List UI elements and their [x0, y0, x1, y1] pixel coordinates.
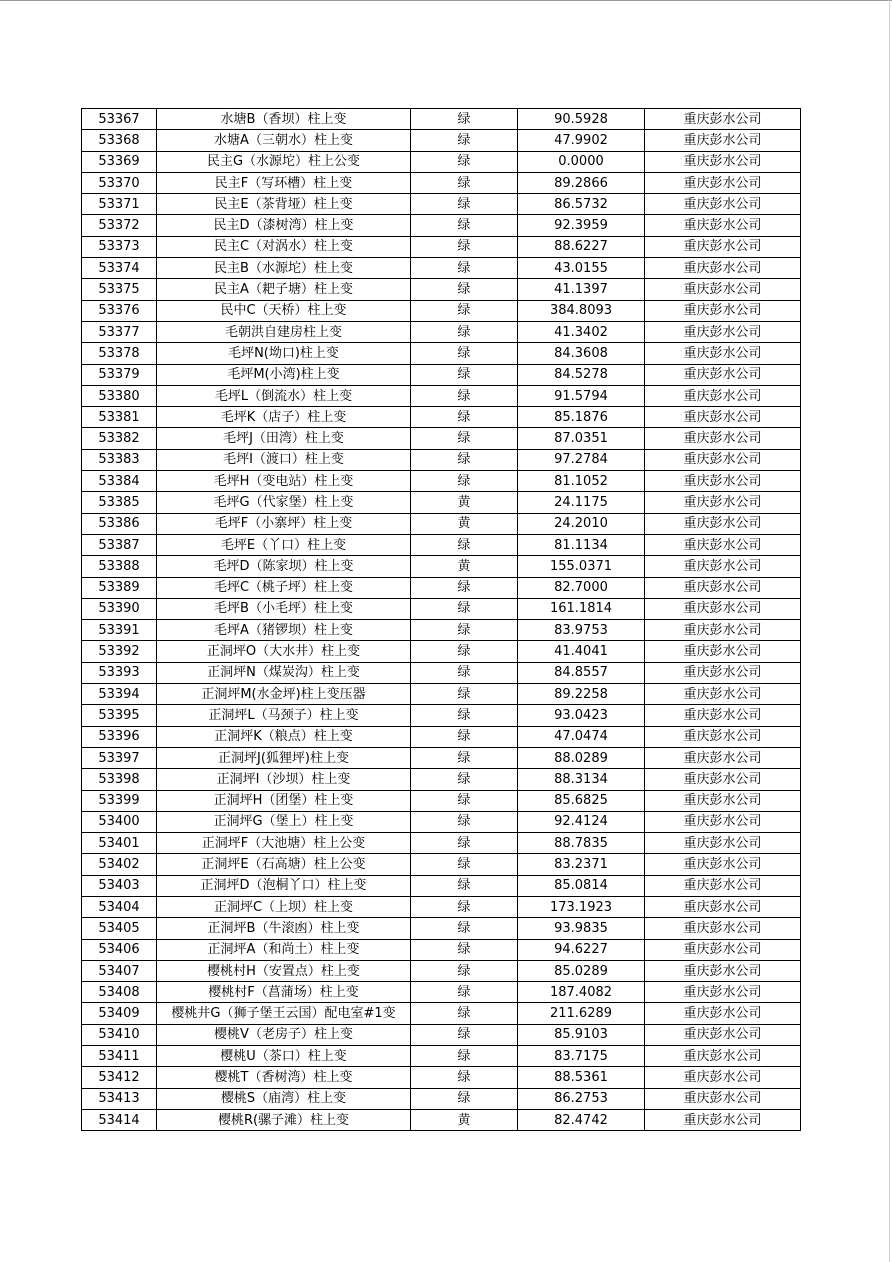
cell-id: 53372 — [82, 215, 157, 236]
cell-value: 86.2753 — [518, 1088, 645, 1109]
cell-name: 毛坪N(坳口)柱上变 — [157, 343, 411, 364]
cell-name: 民主C（对涡水）柱上变 — [157, 236, 411, 257]
cell-company: 重庆彭水公司 — [645, 513, 801, 534]
cell-company: 重庆彭水公司 — [645, 364, 801, 385]
cell-status: 绿 — [411, 662, 518, 683]
table-row — [82, 172, 801, 193]
table-row — [82, 960, 801, 981]
cell-id: 53383 — [82, 449, 157, 470]
cell-company: 重庆彭水公司 — [645, 684, 801, 705]
cell-id: 53413 — [82, 1088, 157, 1109]
cell-value: 43.0155 — [518, 258, 645, 279]
cell-company: 重庆彭水公司 — [645, 875, 801, 896]
cell-company: 重庆彭水公司 — [645, 1024, 801, 1045]
table-row — [82, 513, 801, 534]
cell-id: 53369 — [82, 151, 157, 172]
cell-name: 樱桃R(骡子滩）柱上变 — [157, 1109, 411, 1130]
table-row — [82, 918, 801, 939]
cell-status: 绿 — [411, 790, 518, 811]
cell-name: 民中C（天桥）柱上变 — [157, 300, 411, 321]
cell-id: 53393 — [82, 662, 157, 683]
cell-value: 173.1923 — [518, 896, 645, 917]
cell-name: 正洞坪L（马颈子）柱上变 — [157, 705, 411, 726]
cell-value: 24.1175 — [518, 492, 645, 513]
cell-status: 绿 — [411, 172, 518, 193]
cell-id: 53381 — [82, 407, 157, 428]
table-row — [82, 194, 801, 215]
cell-company: 重庆彭水公司 — [645, 343, 801, 364]
cell-name: 樱桃村F（菖蒲场）柱上变 — [157, 982, 411, 1003]
table-row — [82, 428, 801, 449]
cell-company: 重庆彭水公司 — [645, 726, 801, 747]
cell-company: 重庆彭水公司 — [645, 279, 801, 300]
cell-company: 重庆彭水公司 — [645, 385, 801, 406]
cell-id: 53409 — [82, 1003, 157, 1024]
cell-id: 53401 — [82, 833, 157, 854]
data-table — [81, 108, 801, 1131]
cell-id: 53399 — [82, 790, 157, 811]
cell-name: 民主D（漆树湾）柱上变 — [157, 215, 411, 236]
cell-value: 187.4082 — [518, 982, 645, 1003]
cell-name: 水塘A（三朝水）柱上变 — [157, 130, 411, 151]
table-row — [82, 364, 801, 385]
cell-company: 重庆彭水公司 — [645, 960, 801, 981]
cell-company: 重庆彭水公司 — [645, 215, 801, 236]
cell-status: 绿 — [411, 300, 518, 321]
cell-value: 47.9902 — [518, 130, 645, 151]
table-row — [82, 705, 801, 726]
cell-value: 83.2371 — [518, 854, 645, 875]
cell-value: 41.1397 — [518, 279, 645, 300]
table-row — [82, 1024, 801, 1045]
table-row — [82, 556, 801, 577]
cell-value: 91.5794 — [518, 385, 645, 406]
cell-id: 53402 — [82, 854, 157, 875]
cell-value: 85.0289 — [518, 960, 645, 981]
cell-status: 绿 — [411, 364, 518, 385]
cell-company: 重庆彭水公司 — [645, 1067, 801, 1088]
cell-name: 樱桃井G（狮子堡王云国）配电室#1变 — [157, 1003, 411, 1024]
cell-id: 53387 — [82, 534, 157, 555]
table-row — [82, 471, 801, 492]
cell-name: 正洞坪C（上坝）柱上变 — [157, 896, 411, 917]
cell-value: 82.4742 — [518, 1109, 645, 1130]
cell-name: 正洞坪A（和尚土）柱上变 — [157, 939, 411, 960]
cell-company: 重庆彭水公司 — [645, 854, 801, 875]
table-row — [82, 982, 801, 1003]
cell-value: 83.7175 — [518, 1046, 645, 1067]
cell-status: 绿 — [411, 1046, 518, 1067]
cell-company: 重庆彭水公司 — [645, 598, 801, 619]
cell-id: 53377 — [82, 321, 157, 342]
cell-company: 重庆彭水公司 — [645, 471, 801, 492]
cell-name: 毛坪F（小寨坪）柱上变 — [157, 513, 411, 534]
table-row — [82, 1109, 801, 1130]
cell-id: 53389 — [82, 577, 157, 598]
cell-company: 重庆彭水公司 — [645, 428, 801, 449]
cell-value: 97.2784 — [518, 449, 645, 470]
cell-status: 绿 — [411, 982, 518, 1003]
cell-id: 53367 — [82, 109, 157, 130]
cell-value: 0.0000 — [518, 151, 645, 172]
cell-company: 重庆彭水公司 — [645, 769, 801, 790]
cell-id: 53412 — [82, 1067, 157, 1088]
cell-company: 重庆彭水公司 — [645, 896, 801, 917]
cell-value: 84.5278 — [518, 364, 645, 385]
cell-id: 53375 — [82, 279, 157, 300]
cell-id: 53374 — [82, 258, 157, 279]
cell-value: 89.2866 — [518, 172, 645, 193]
table-row — [82, 684, 801, 705]
cell-value: 85.6825 — [518, 790, 645, 811]
cell-status: 绿 — [411, 577, 518, 598]
cell-company: 重庆彭水公司 — [645, 492, 801, 513]
cell-name: 正洞坪F（大池塘）柱上公变 — [157, 833, 411, 854]
cell-value: 84.3608 — [518, 343, 645, 364]
cell-status: 绿 — [411, 726, 518, 747]
cell-status: 绿 — [411, 896, 518, 917]
cell-value: 88.0289 — [518, 747, 645, 768]
cell-status: 绿 — [411, 1003, 518, 1024]
cell-value: 41.4041 — [518, 641, 645, 662]
cell-company: 重庆彭水公司 — [645, 620, 801, 641]
table-row — [82, 1046, 801, 1067]
cell-status: 绿 — [411, 641, 518, 662]
cell-id: 53398 — [82, 769, 157, 790]
cell-value: 47.0474 — [518, 726, 645, 747]
cell-status: 绿 — [411, 620, 518, 641]
cell-name: 正洞坪G（堡上）柱上变 — [157, 811, 411, 832]
table-row — [82, 598, 801, 619]
cell-company: 重庆彭水公司 — [645, 236, 801, 257]
cell-name: 樱桃U（茶口）柱上变 — [157, 1046, 411, 1067]
cell-status: 绿 — [411, 1024, 518, 1045]
cell-company: 重庆彭水公司 — [645, 258, 801, 279]
cell-value: 155.0371 — [518, 556, 645, 577]
table-row — [82, 790, 801, 811]
cell-status: 绿 — [411, 1088, 518, 1109]
cell-status: 绿 — [411, 258, 518, 279]
cell-status: 绿 — [411, 194, 518, 215]
cell-name: 正洞坪M(水金坪)柱上变压器 — [157, 684, 411, 705]
cell-id: 53384 — [82, 471, 157, 492]
table-row — [82, 534, 801, 555]
table-row — [82, 236, 801, 257]
cell-id: 53388 — [82, 556, 157, 577]
cell-name: 正洞坪J(狐狸坪)柱上变 — [157, 747, 411, 768]
cell-status: 绿 — [411, 875, 518, 896]
cell-value: 384.8093 — [518, 300, 645, 321]
cell-status: 绿 — [411, 811, 518, 832]
cell-company: 重庆彭水公司 — [645, 641, 801, 662]
cell-name: 樱桃村H（安置点）柱上变 — [157, 960, 411, 981]
cell-name: 毛坪C（桃子坪）柱上变 — [157, 577, 411, 598]
cell-value: 85.0814 — [518, 875, 645, 896]
table-row — [82, 620, 801, 641]
cell-id: 53390 — [82, 598, 157, 619]
cell-name: 樱桃V（老房子）柱上变 — [157, 1024, 411, 1045]
cell-status: 黄 — [411, 492, 518, 513]
cell-value: 88.6227 — [518, 236, 645, 257]
cell-company: 重庆彭水公司 — [645, 833, 801, 854]
cell-value: 88.7835 — [518, 833, 645, 854]
cell-value: 94.6227 — [518, 939, 645, 960]
cell-status: 绿 — [411, 109, 518, 130]
table-row — [82, 1067, 801, 1088]
cell-name: 民主B（水源坨）柱上变 — [157, 258, 411, 279]
cell-status: 绿 — [411, 343, 518, 364]
cell-id: 53386 — [82, 513, 157, 534]
table-row — [82, 279, 801, 300]
cell-value: 88.5361 — [518, 1067, 645, 1088]
cell-status: 绿 — [411, 279, 518, 300]
table-row — [82, 769, 801, 790]
page-right-border — [889, 0, 890, 1262]
cell-value: 211.6289 — [518, 1003, 645, 1024]
cell-name: 民主G（水源坨）柱上公变 — [157, 151, 411, 172]
cell-company: 重庆彭水公司 — [645, 300, 801, 321]
cell-value: 89.2258 — [518, 684, 645, 705]
cell-name: 毛坪I（渡口）柱上变 — [157, 449, 411, 470]
cell-value: 161.1814 — [518, 598, 645, 619]
cell-name: 正洞坪O（大水井）柱上变 — [157, 641, 411, 662]
cell-company: 重庆彭水公司 — [645, 534, 801, 555]
table-row — [82, 726, 801, 747]
cell-value: 83.9753 — [518, 620, 645, 641]
cell-name: 樱桃T（香树湾）柱上变 — [157, 1067, 411, 1088]
table-row — [82, 662, 801, 683]
table-row — [82, 875, 801, 896]
cell-id: 53407 — [82, 960, 157, 981]
cell-status: 绿 — [411, 854, 518, 875]
cell-status: 绿 — [411, 769, 518, 790]
cell-id: 53410 — [82, 1024, 157, 1045]
cell-status: 绿 — [411, 130, 518, 151]
table-row — [82, 492, 801, 513]
cell-company: 重庆彭水公司 — [645, 662, 801, 683]
cell-id: 53379 — [82, 364, 157, 385]
table-row — [82, 811, 801, 832]
cell-name: 毛坪E（丫口）柱上变 — [157, 534, 411, 555]
cell-company: 重庆彭水公司 — [645, 407, 801, 428]
cell-status: 绿 — [411, 321, 518, 342]
table-row — [82, 215, 801, 236]
cell-value: 87.0351 — [518, 428, 645, 449]
cell-status: 绿 — [411, 449, 518, 470]
page-top-border — [0, 0, 892, 1]
cell-company: 重庆彭水公司 — [645, 449, 801, 470]
cell-company: 重庆彭水公司 — [645, 130, 801, 151]
cell-name: 毛坪B（小毛坪）柱上变 — [157, 598, 411, 619]
cell-id: 53414 — [82, 1109, 157, 1130]
cell-value: 85.1876 — [518, 407, 645, 428]
cell-company: 重庆彭水公司 — [645, 747, 801, 768]
cell-status: 绿 — [411, 428, 518, 449]
table-row — [82, 343, 801, 364]
cell-id: 53371 — [82, 194, 157, 215]
cell-company: 重庆彭水公司 — [645, 918, 801, 939]
table-row — [82, 896, 801, 917]
cell-name: 毛坪M(小湾)柱上变 — [157, 364, 411, 385]
cell-name: 正洞坪B（牛滚凼）柱上变 — [157, 918, 411, 939]
cell-name: 毛坪L（倒流水）柱上变 — [157, 385, 411, 406]
cell-status: 黄 — [411, 1109, 518, 1130]
cell-status: 绿 — [411, 960, 518, 981]
cell-value: 24.2010 — [518, 513, 645, 534]
table-row — [82, 939, 801, 960]
cell-value: 85.9103 — [518, 1024, 645, 1045]
table-row — [82, 151, 801, 172]
cell-company: 重庆彭水公司 — [645, 172, 801, 193]
cell-id: 53403 — [82, 875, 157, 896]
cell-status: 绿 — [411, 833, 518, 854]
cell-name: 民主F（写环槽）柱上变 — [157, 172, 411, 193]
cell-name: 正洞坪E（石高塘）柱上公变 — [157, 854, 411, 875]
cell-company: 重庆彭水公司 — [645, 1003, 801, 1024]
cell-company: 重庆彭水公司 — [645, 705, 801, 726]
cell-name: 水塘B（香坝）柱上变 — [157, 109, 411, 130]
cell-company: 重庆彭水公司 — [645, 109, 801, 130]
cell-id: 53396 — [82, 726, 157, 747]
cell-status: 绿 — [411, 684, 518, 705]
cell-id: 53408 — [82, 982, 157, 1003]
table-row — [82, 449, 801, 470]
cell-id: 53392 — [82, 641, 157, 662]
cell-status: 绿 — [411, 1067, 518, 1088]
cell-id: 53380 — [82, 385, 157, 406]
cell-status: 黄 — [411, 513, 518, 534]
cell-company: 重庆彭水公司 — [645, 556, 801, 577]
cell-id: 53404 — [82, 896, 157, 917]
cell-id: 53394 — [82, 684, 157, 705]
cell-company: 重庆彭水公司 — [645, 321, 801, 342]
cell-status: 绿 — [411, 918, 518, 939]
cell-name: 正洞坪D（泡桐丫口）柱上变 — [157, 875, 411, 896]
cell-status: 绿 — [411, 747, 518, 768]
cell-status: 绿 — [411, 471, 518, 492]
cell-name: 樱桃S（庙湾）柱上变 — [157, 1088, 411, 1109]
cell-name: 正洞坪N（煤炭沟）柱上变 — [157, 662, 411, 683]
cell-status: 绿 — [411, 598, 518, 619]
cell-value: 90.5928 — [518, 109, 645, 130]
cell-value: 86.5732 — [518, 194, 645, 215]
cell-value: 88.3134 — [518, 769, 645, 790]
cell-name: 正洞坪I（沙坝）柱上变 — [157, 769, 411, 790]
cell-status: 绿 — [411, 534, 518, 555]
cell-name: 正洞坪H（团堡）柱上变 — [157, 790, 411, 811]
cell-company: 重庆彭水公司 — [645, 1088, 801, 1109]
cell-id: 53376 — [82, 300, 157, 321]
cell-id: 53373 — [82, 236, 157, 257]
table-row — [82, 130, 801, 151]
cell-status: 绿 — [411, 407, 518, 428]
table-row — [82, 854, 801, 875]
cell-value: 41.3402 — [518, 321, 645, 342]
cell-value: 92.4124 — [518, 811, 645, 832]
cell-id: 53391 — [82, 620, 157, 641]
cell-company: 重庆彭水公司 — [645, 577, 801, 598]
cell-id: 53378 — [82, 343, 157, 364]
cell-name: 毛坪H（变电站）柱上变 — [157, 471, 411, 492]
cell-status: 黄 — [411, 556, 518, 577]
table-row — [82, 641, 801, 662]
cell-id: 53395 — [82, 705, 157, 726]
cell-name: 毛坪G（代家堡）柱上变 — [157, 492, 411, 513]
table-row — [82, 385, 801, 406]
cell-name: 民主E（茶背垭）柱上变 — [157, 194, 411, 215]
table-row — [82, 747, 801, 768]
cell-name: 毛坪A（猪锣坝）柱上变 — [157, 620, 411, 641]
table-row — [82, 258, 801, 279]
table-row — [82, 300, 801, 321]
cell-status: 绿 — [411, 385, 518, 406]
cell-value: 81.1052 — [518, 471, 645, 492]
table-row — [82, 1088, 801, 1109]
cell-name: 民主A（耙子塘）柱上变 — [157, 279, 411, 300]
table-row — [82, 1003, 801, 1024]
table-row — [82, 407, 801, 428]
cell-company: 重庆彭水公司 — [645, 194, 801, 215]
cell-status: 绿 — [411, 939, 518, 960]
cell-name: 毛坪D（陈家坝）柱上变 — [157, 556, 411, 577]
cell-id: 53368 — [82, 130, 157, 151]
cell-id: 53397 — [82, 747, 157, 768]
cell-company: 重庆彭水公司 — [645, 982, 801, 1003]
cell-name: 毛朝洪自建房柱上变 — [157, 321, 411, 342]
table-row — [82, 109, 801, 130]
cell-status: 绿 — [411, 151, 518, 172]
cell-name: 毛坪J（田湾）柱上变 — [157, 428, 411, 449]
table-row — [82, 577, 801, 598]
cell-id: 53406 — [82, 939, 157, 960]
table-row — [82, 833, 801, 854]
cell-status: 绿 — [411, 236, 518, 257]
cell-id: 53400 — [82, 811, 157, 832]
cell-id: 53370 — [82, 172, 157, 193]
cell-company: 重庆彭水公司 — [645, 1109, 801, 1130]
cell-company: 重庆彭水公司 — [645, 939, 801, 960]
cell-id: 53382 — [82, 428, 157, 449]
cell-id: 53385 — [82, 492, 157, 513]
cell-company: 重庆彭水公司 — [645, 1046, 801, 1067]
cell-company: 重庆彭水公司 — [645, 790, 801, 811]
cell-company: 重庆彭水公司 — [645, 151, 801, 172]
cell-name: 毛坪K（店子）柱上变 — [157, 407, 411, 428]
cell-value: 93.0423 — [518, 705, 645, 726]
cell-name: 正洞坪K（粮点）柱上变 — [157, 726, 411, 747]
cell-status: 绿 — [411, 705, 518, 726]
cell-value: 92.3959 — [518, 215, 645, 236]
cell-value: 82.7000 — [518, 577, 645, 598]
cell-status: 绿 — [411, 215, 518, 236]
cell-value: 93.9835 — [518, 918, 645, 939]
cell-company: 重庆彭水公司 — [645, 811, 801, 832]
table-row — [82, 321, 801, 342]
cell-value: 81.1134 — [518, 534, 645, 555]
cell-id: 53411 — [82, 1046, 157, 1067]
table-body — [82, 109, 801, 1131]
cell-value: 84.8557 — [518, 662, 645, 683]
cell-id: 53405 — [82, 918, 157, 939]
